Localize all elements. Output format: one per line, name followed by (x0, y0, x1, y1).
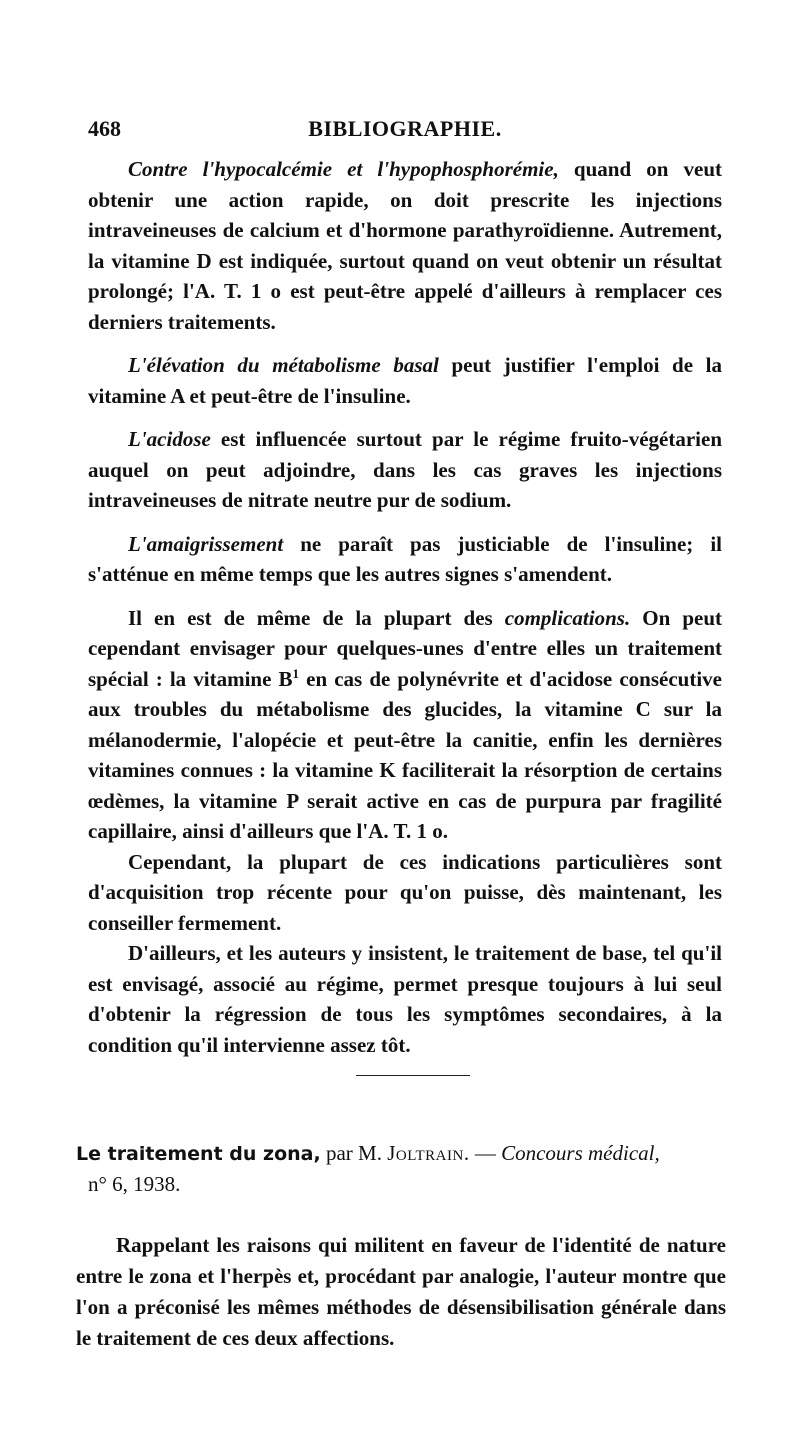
complications-mid: On peut cependant envisager pour quelques-unes d'entre elles un traitement spécial : la vitamine B (88, 605, 722, 691)
paragraph-lead: L'élévation du métabolisme basal (128, 353, 439, 377)
reference-line (76, 1138, 726, 1169)
paragraph-complications (88, 603, 722, 847)
paragraph-text: quand on veut obtenir une action rapide, on doit prescrite les injections intraveineuses de calcium et d'hormone parathyroïdienne. Autrement, la vitamine D est indiquée, surtout quand on veut obtenir un résultat prolongé; l'A. T. 1 o est peut-être appelé d'ailleurs à remplacer ces derniers traitements. (88, 157, 723, 334)
complications-italic: complications. (504, 605, 631, 630)
paragraph-amaigrissement (88, 529, 722, 590)
paragraph-text: est influencée surtout par le régime fruito-végétarien auquel on peut adjoindre, dans les cas graves les injections intraveineuses de nitrate neutre pur de sodium. (88, 427, 722, 512)
paragraph-acidose (88, 424, 722, 516)
bibliographic-reference (76, 1138, 726, 1199)
superscript: 1 (292, 665, 300, 681)
paragraph-text: peut justifier l'emploi de la vitamine A et peut-être de l'insuline. (88, 353, 722, 408)
paragraph-hypocalcemie (88, 154, 722, 337)
paragraph-lead: L'acidose (128, 427, 211, 451)
main-text (88, 154, 722, 1060)
page-number: 468 (88, 116, 121, 141)
paragraph-cependant: Cependant, la plupart de ces indications particulières sont d'acquisition trop récente pour qu'on puisse, dès maintenant, les conseiller fermement. (88, 849, 722, 935)
paragraph-metabolisme (88, 350, 722, 411)
summary-text: Rappelant les raisons qui militent en faveur de l'identité de nature entre le zona et l'herpès et, procédant par analogie, l'auteur montre que l'on a préconisé les mêmes méthodes de désensibilisation générale dans le traitement de ces deux affections. (76, 1233, 726, 1350)
paragraph-dailleurs: D'ailleurs, et les auteurs y insistent, le traitement de base, tel qu'il est envisagé, associé au régime, permet presque toujours à lui seul d'obtenir la régression de tous les symptômes secondaires, à la condition qu'il intervienne assez tôt. (88, 941, 722, 1057)
reference-dash: — (469, 1141, 502, 1165)
complications-before: Il en est de même de la plupart des (128, 605, 505, 630)
paragraph-text: ne paraît pas justiciable de l'insuline; il s'atténue en même temps que les autres signes s'amendent. (88, 531, 722, 586)
running-header (88, 112, 722, 146)
reference-author: Joltrain. (387, 1141, 470, 1165)
reference-by: par M. (320, 1141, 388, 1165)
section-divider (356, 1075, 470, 1076)
reference-summary (76, 1230, 726, 1354)
reference-journal: Concours médical, (501, 1141, 660, 1165)
complications-after: en cas de polynévrite et d'acidose consécutive aux troubles du métabolisme des glucides, la vitamine C sur la mélanodermie, l'alopécie et peut-être la canitie, enfin les dernières vitamines connues : la vitamine K faciliterait la résorption de certains œdèmes, la vitamine P serait active en cas de purpura par fragilité capillaire, ainsi d'ailleurs que l'A. T. 1 o. (88, 666, 722, 843)
running-title: BIBLIOGRAPHIE. (308, 116, 502, 141)
paragraph-lead: L'amaigrissement (128, 531, 284, 556)
reference-issue: n° 6, 1938. (88, 1172, 181, 1196)
reference-title: Le traitement du zona, (76, 1143, 321, 1165)
paragraph-lead: Contre l'hypocalcémie et l'hypophosphorémie, (128, 157, 559, 181)
